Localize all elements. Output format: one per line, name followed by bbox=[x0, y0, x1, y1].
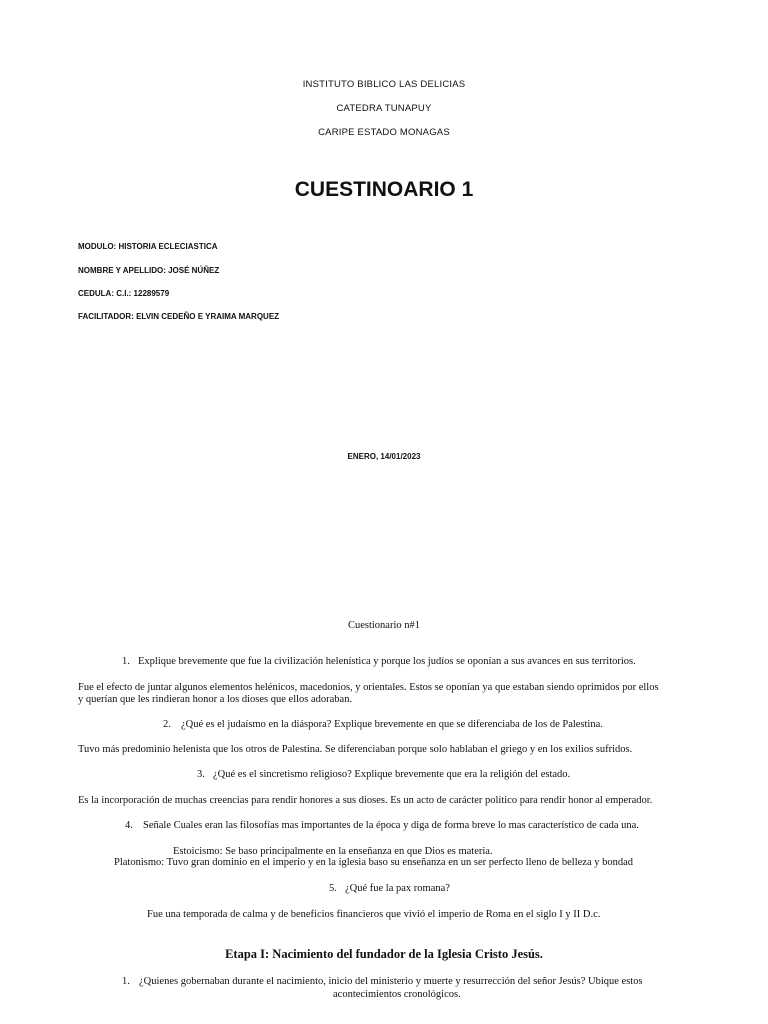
document-title: CUESTINOARIO 1 bbox=[294, 178, 474, 201]
date-text: ENERO, 14/01/2023 bbox=[347, 452, 421, 461]
question-text: Señale Cuales eran las filosofías mas importantes de la época y diga de forma breve lo mas característico de cada una. bbox=[143, 820, 639, 831]
question-number: 2. bbox=[163, 719, 171, 730]
catedra-name: CATEDRA TUNAPUY bbox=[336, 103, 432, 114]
answer-text: Estoicismo: Se baso principalmente en la enseñanza en que Dios es materia. bbox=[173, 846, 493, 857]
question-number: 5. bbox=[329, 883, 337, 894]
question-text: ¿Quienes gobernaban durante el nacimiento, inicio del ministerio y muerte y resurrección del señor Jesús? Ubique estos bbox=[139, 976, 643, 987]
institute-name: INSTITUTO BIBLICO LAS DELICIAS bbox=[302, 79, 466, 90]
answer-text: Tuvo más predominio helenista que los otros de Palestina. Se diferenciaban porque solo hablaban el griego y en los exilios sufridos. bbox=[78, 744, 633, 755]
answer-text: Fue el efecto de juntar algunos elementos helénicos, macedonios, y orientales. Estos se oponían ya que estaban siendo oprimidos por ellos bbox=[78, 682, 659, 693]
question-text: acontecimientos cronológicos. bbox=[333, 989, 461, 1000]
etapa-title: Etapa I: Nacimiento del fundador de la Iglesia Cristo Jesús. bbox=[225, 947, 543, 961]
answer-text: y querían que les rindieran honor a los dioses que ellos adoraban. bbox=[78, 694, 353, 705]
question-text: ¿Qué fue la pax romana? bbox=[345, 883, 450, 894]
nombre-field: NOMBRE Y APELLIDO: JOSÉ NÚÑEZ bbox=[78, 266, 220, 275]
question-number: 3. bbox=[197, 769, 205, 780]
cedula-field: CEDULA: C.I.: 12289579 bbox=[78, 289, 170, 298]
location-text: CARIPE ESTADO MONAGAS bbox=[318, 127, 450, 138]
facilitador-field: FACILITADOR: ELVIN CEDEÑO E YRAIMA MARQUEZ bbox=[78, 312, 280, 321]
answer-text: Fue una temporada de calma y de beneficios financieros que vivió el imperio de Roma en el siglo I y II D.c. bbox=[147, 909, 601, 920]
question-text: Explique brevemente que fue la civilización helenística y porque los judíos se oponían a sus avances en sus territorios. bbox=[138, 656, 636, 667]
section-title: Cuestionario n#1 bbox=[347, 620, 421, 631]
question-number: 1. bbox=[122, 656, 130, 667]
question-number: 1. bbox=[122, 976, 130, 987]
question-number: 4. bbox=[125, 820, 133, 831]
modulo-field: MODULO: HISTORIA ECLECIASTICA bbox=[78, 242, 218, 251]
question-text: ¿Qué es el judaísmo en la diáspora? Explique brevemente en que se diferenciaba de los de Palestina. bbox=[181, 719, 603, 730]
answer-text: Es la incorporación de muchas creencias para rendir honores a sus dioses. Es un acto de carácter político para rendir honor al emperador. bbox=[78, 795, 653, 806]
question-text: ¿Qué es el sincretismo religioso? Explique brevemente que era la religión del estado. bbox=[213, 769, 571, 780]
answer-text: Platonismo: Tuvo gran dominio en el imperio y en la iglesia baso su enseñanza en un ser perfecto lleno de belleza y bondad bbox=[114, 857, 634, 868]
